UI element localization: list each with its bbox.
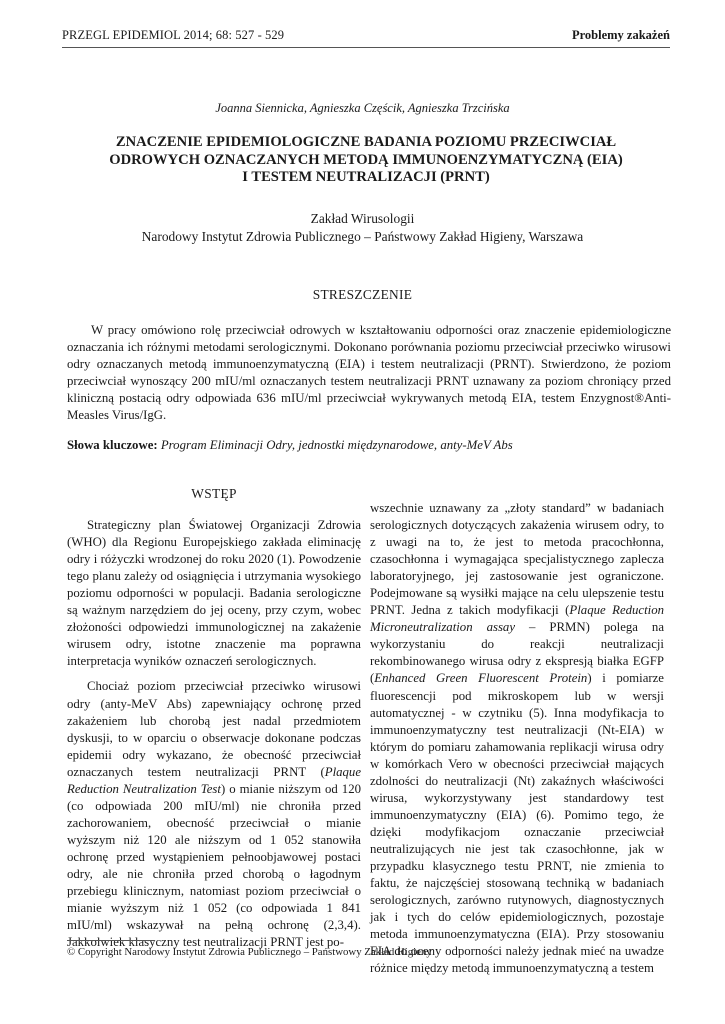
text-run: ) o mianie niższym od 120 (co odpowiada 200 mIU/ml) nie chroniła przed zachorowaniem, obecność przeciwciał o mianie wyższym niż 120 ale niższym od 1 052 stanowiła ochronę przed wystąpieniem pełnoobjawowej postaci odry, ale nie chroniła przed chorobą o łagodnym przebiegu klinicznym, natomiast poziom przeciwciał o mianie wyższym niż 1 052 (co odpowiada 1 841 mIU/ml) wskazywał na pełną ochronę (2,3,4). Jakkolwiek klasyczny test neutralizacji PRNT jest po- <box>67 781 361 950</box>
title-line: ZNACZENIE EPIDEMIOLOGICZNE BADANIA POZIOMU PRZECIWCIAŁ <box>115 134 617 150</box>
title-line: ODROWYCH OZNACZANYCH METODĄ IMMUNOENZYMATYCZNĄ (EIA) <box>109 151 623 168</box>
text-run: ) i pomiarze fluorescencji pod mikroskopem lub w wersji automatycznej - w czytniku (5). Inna modyfikacja to immunoenzymatyczny test neutralizacji (Nt-EIA) w którym do pomiaru zahamowania replikacji wirusa odry w komórkach Vero w obecności przeciwciał mających zdolności do neutralizacji (Nt) zakaźnych właściwości wirusa, wykorzystywany jest standardowy test immunoenzymatyczny (EIA) (6). Pomimo tego, że dzięki modyfikacjom oznaczanie przeciwciał neutralizujących nie jest tak czasochłonne, jak w przypadku klasycznego testu PRNT, nie zmienia to faktu, że najczęściej stosowaną techniką w badaniach serologicznych, zarówno rutynowych, diagnostycznych jak i tych do celów epidemiologicznych, pozostaje metoda immunoenzymatyczna (EIA). Przy stosowaniu EIA do oceny odporności należy jednak mieć na uwadze różnice między metodą immunoenzymatyczną a testem <box>370 671 664 976</box>
affiliation-department: Zakład Wirusologii <box>310 211 415 226</box>
keywords-label: Słowa kluczowe: <box>67 438 158 452</box>
affiliation <box>0 210 725 246</box>
keywords <box>67 437 671 454</box>
text-run: wszechnie uznawany za „złoty standard” w badaniach serologicznych dotyczących zakażenia wirusem odry, to z uwagi na to, że jest to metoda pracochłonna, czasochłonna i wymagająca specjalistycznego zaplecza laboratoryjnego, jej zastosowanie jest ograniczone. Podejmowane są wysiłki mające na celu ulepszenie testu PRNT. Jedna z takich modyfikacji ( <box>370 501 664 618</box>
abstract-heading: STRESZCZENIE <box>312 287 413 302</box>
section-heading-intro: WSTĘP <box>191 486 237 501</box>
text-run-italic: Plaque Reduction Microneutralization assay <box>370 603 665 635</box>
text-run-italic: Plaque Reduction Neutralization Test <box>67 764 361 796</box>
journal-reference: PRZEGL EPIDEMIOL 2014; 68: 527 - 529 <box>62 28 285 42</box>
left-column <box>67 485 361 959</box>
text-run: Chociaż poziom przeciwciał przeciwko wirusowi odry (anty-MeV Abs) zapewniający ochronę przed zakażeniem lub chorobą jest nadal przedmiotem dyskusji, to w oparciu o obserwacje dokonane podczas epidemii odry wykazano, że obecność przeciwciał oznaczanych testem neutralizacji PRNT ( <box>67 679 361 779</box>
intro-paragraph-1: Strategiczny plan Światowej Organizacji Zdrowia (WHO) dla Regionu Europejskiego zakłada eliminację odry i różyczki wrodzonej do roku 2020 (1). Powodzenie tego planu zależy od osiągnięcia i utrzymania wysokiego poziomu odporności w populacji. Badania serologiczne są ważnym narzędziem do jej oceny, przy czym, wobec złożoności odpowiedzi immunologicznej na zakażenie wirusem odry, istotne znaczenie ma poprawna interpretacja wyników oznaczeń serologicznych. <box>67 518 361 669</box>
intro-paragraph-continued <box>370 500 664 977</box>
text-run: – PRMN) polega na wykorzystaniu do reakcji neutralizacji rekombinowanego wirusa odry z ekspresją białka EGFP ( <box>370 620 664 686</box>
article-title <box>62 134 670 187</box>
running-header <box>62 28 670 43</box>
right-column <box>370 500 664 985</box>
title-line: I TESTEM NEUTRALIZACJI (PRNT) <box>242 169 490 185</box>
header-divider <box>62 47 670 48</box>
footnote-divider <box>67 940 155 941</box>
text-run-italic: Enhanced Green Fluorescent Protein <box>374 671 588 686</box>
journal-section: Problemy zakażeń <box>571 28 670 42</box>
keywords-text: Program Eliminacji Odry, jednostki międzynarodowe, anty-MeV Abs <box>160 438 513 452</box>
affiliation-institute: Narodowy Instytut Zdrowia Publicznego – Państwowy Zakład Higieny, Warszawa <box>141 229 584 244</box>
abstract-text: W pracy omówiono rolę przeciwciał odrowych w kształtowaniu odporności oraz znaczenie epidemiologiczne oznaczania ich różnymi metodami serologicznymi. Dokonano porównania poziomu przeciwciał przeciwko wirusowi odry oznaczanych metodą immunoenzymatyczną (EIA) i testem neutralizacji (PRNT). Stwierdzono, że poziom przeciwciał wynoszący 200 mIU/ml oznaczanych testem neutralizacji PRNT uznawany za poziom chroniący przed kliniczną postacią odry odpowiada 636 mIU/ml przeciwciał wykrywanych metodą EIA, testem Enzygnost®Anti-Measles Virus/IgG. <box>67 323 671 423</box>
intro-paragraph-2 <box>67 678 361 951</box>
copyright-footer: © Copyright Narodowy Instytut Zdrowia Publicznego – Państwowy Zakład Higieny <box>67 946 432 958</box>
author-list: Joanna Siennicka, Agnieszka Częścik, Agnieszka Trzcińska <box>215 101 510 115</box>
